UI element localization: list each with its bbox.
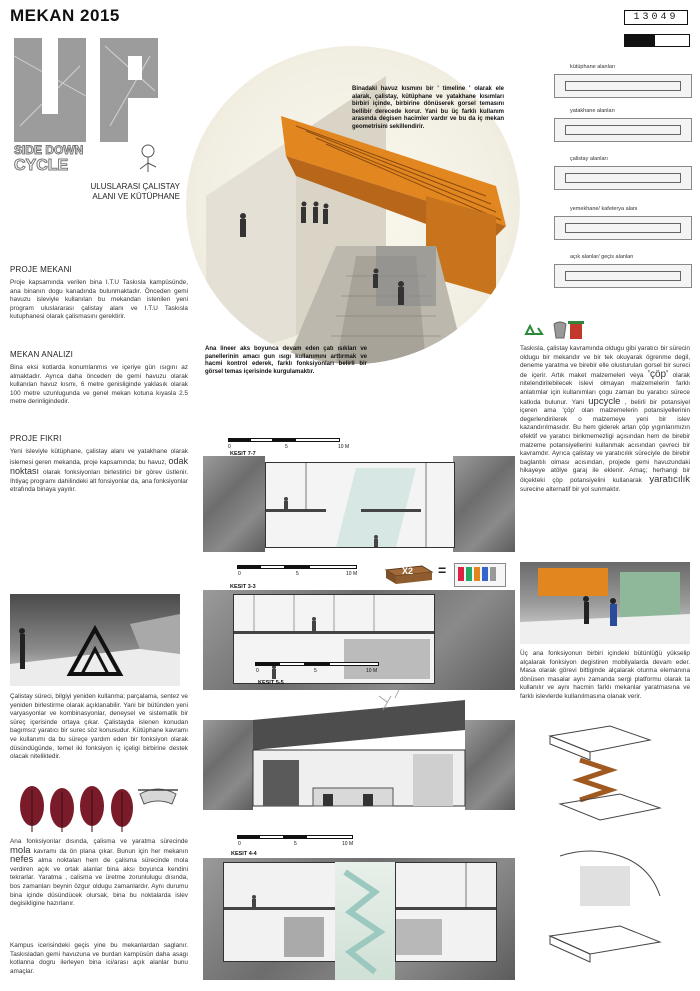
heading-mekan-analizi: MEKAN ANALIZI (10, 350, 74, 359)
text-proje-mekani: Proje kapsamında verilen bina I.T.U Taskısla kampüsünde, ana binanın dogu kanadında bulunmaktadır. Önceden gemi havuzu isleviyle kullanılan bu mekandan istenilen yeni program uluslararası çalistay alanı ve I.T.U Taskısla kutuphanesi olarak çalismasını gerektirir. (10, 279, 188, 321)
upcycle-d: surecine alternatif bir yol sunmaktır. (520, 485, 621, 493)
legend-calistay-plan (554, 166, 692, 190)
plants-illustration (10, 782, 180, 834)
legend-acik-plan (554, 264, 692, 288)
workshop-graphic (10, 594, 180, 686)
scale-5-5-ten: 10 M (366, 668, 378, 674)
upcycle-c: , belirli bir potansiyel içeren ama 'çöp' olan malzemelerin potansiyellerinin degerlendirilerek o malzemeye yeni bir islev kazandırılmasıdır. Bu hem giderek artan çöp yıgınlarımızın efektif ve yaratıcı birikmemezligi açısından hem de birebir malzeme potansiyellerini kullanmak acısından çevreci bir kavramdır. Ayrıca çalistay ve yaratıcılık süreciyle de birebir baglantılı olması acısından, projede gemi havuzundaki hikayeye atölye garaj ile eklenir. Amaç; herhangi bir ölçekteki çöp potansiyelini kullanarak (520, 398, 690, 484)
scale-3-3-zero: 0 (238, 571, 241, 577)
section-7-7-ground-left (203, 456, 265, 552)
legend-yatakhane-label: yatakhane alanları (570, 108, 615, 114)
scale-7-7-ten: 10 M (338, 444, 350, 450)
logo (10, 36, 160, 176)
scale-4-4-ten: 10 M (342, 841, 354, 847)
section-4-4-left-room (223, 862, 337, 962)
subtitle-line2: ALANI VE KÜTÜPHANE (92, 192, 180, 201)
section-7-7-ground-right (453, 456, 515, 552)
shelf-icon (454, 563, 506, 587)
keyword-nefes: nefes (10, 854, 34, 866)
furniture-sketches (520, 716, 690, 986)
legend-kutuphane-plan (554, 74, 692, 98)
section-3-3-graphic (234, 595, 434, 683)
project-code: 13049 (624, 10, 688, 25)
scale-bar-7-7 (228, 438, 340, 442)
section-4-4-void (335, 862, 395, 980)
scale-7-7-zero: 0 (228, 444, 231, 450)
text-proje-fikri (10, 448, 188, 495)
legend-yemekhane-label: yemekhane/ kafeterya alanı (570, 206, 638, 212)
section-7-7-graphic (266, 463, 454, 547)
scale-5-5-zero: 0 (256, 668, 259, 674)
section-4-4 (203, 858, 515, 980)
section-4-4-left-graphic (224, 863, 336, 961)
intro-paragraph: Binadaki havuz kısmını bir ' timeline ' olarak ele alarak, çalistay, kütüphane ve yatakhane kısımları birbiri içinde, birbirine dönüserek gorsel temasını bellibir derecede korur. Yani bu üç farklı kullanım arasında degisen hacimler vardır ve bu da iç mekan geometrisini sekillendirir. (352, 86, 504, 130)
furniture-sketches-graphic (520, 716, 690, 986)
keyword-yaraticilik: yaratıcılık (649, 473, 690, 485)
legend-yatakhane-plan (554, 118, 692, 142)
scale-7-7-five: 5 (285, 444, 288, 450)
recycle-icons-graphic (520, 318, 584, 340)
library-render-graphic (520, 562, 690, 644)
section-4-4-void-graphic (335, 862, 395, 980)
section-5-5-graphic (203, 690, 515, 810)
mola-a: Ana fonksiyonlar dısında, çalisma ve yaratma sürecinde (10, 838, 188, 845)
label-kesit-7-7: KESIT 7-7 (230, 451, 256, 457)
text-mobilya: Üç ana fonksiyonun birbiri içindeki bütünlüğü yükselip alçalarak fonksiyon degistiren mobilyalarda devam eder. Masa olarak görevi bittiginde alçalarak oturma elemanına dönüsen masalar aynı zamanda sergi platformu olarak ta kullanılır ve aynı hacmin farklı mekanlar yaratmasına ve farklı islevlerde kullanılmasına olanak verir. (520, 650, 690, 700)
section-4-4-right-room (395, 862, 497, 962)
keyword-odak: odak noktası (10, 455, 189, 477)
plants-graphic (10, 782, 180, 834)
heading-proje-fikri: PROJE FIKRI (10, 434, 62, 443)
heading-proje-mekani: PROJE MEKANI (10, 265, 72, 274)
section-4-4-right-graphic (396, 863, 496, 961)
subtitle (80, 182, 180, 202)
label-kesit-5-5: KESIT 5-5 (258, 680, 284, 686)
scale-bar-4-4 (237, 835, 353, 839)
scale-bar-5-5 (255, 662, 379, 666)
text-calistay: Çalistay süreci, bilgiyi yeniden kullanma; parçalama, sentez ve yeniden birlestirme olarak açıklanabilir. Yani bir bütünden yeni varyasyonlar ve kombinasyonlar, deneysel ve sistematik bir süreç içerisinde ortaya çıkar. Çalistayda islenen konudan bagımsız yaratıcı bir surec söz konusudur. Kütüphane kavramı ve kullanımı da bu süreçe yardım eden bir fonksiyon olarak düsündügünde, temel iki fonksiyon iç içeligi birbirine destek olacak niteliktedir. (10, 693, 188, 761)
keyword-mola: mola (10, 844, 31, 856)
legend-kutuphane-label: kütüphane alanları (570, 64, 616, 70)
linear-axis-paragraph: Ana lineer aks boyunca devam eden çatı ısıkları ve panellerinin amacı gun ısıgı kullanımını arttırmak ve hacmi kontrol ederek, farklı fonksiyonları belirli bir görsel temas içerisinde kurgulamaktır. (205, 346, 367, 375)
section-5-5 (203, 690, 515, 810)
text-mola (10, 838, 188, 909)
logo-line2: CYCLE (14, 157, 69, 174)
section-7-7 (203, 456, 515, 552)
scale-bar-top (624, 34, 690, 47)
scale-3-3-ten: 10 M (346, 571, 358, 577)
text-kampus: Kampus icerisindeki geçis yine bu mekanlardan saglanır. Taskısladan gemi havuzuna ve burdan kampüsün daha asagı kotlanna dogru ilerleyen bina ici/arası açık alanlar bunu amaçlar. (10, 942, 188, 975)
label-kesit-4-4: KESIT 4-4 (231, 851, 257, 857)
upcycle-a: Taskısla, çalistay kavramında oldugu gibi yaratıcı bir sürecin oldugu bir mekandır ve bir tek okuyarak ögrenme degil, deneme yaratma ve birebir elle olusturulan gorsel bir sureci de içerir. Artık maket malzemeleri veya (520, 345, 690, 379)
page-title: MEKAN 2015 (10, 6, 120, 25)
recycle-icon (526, 326, 542, 334)
upcycle-b: olarak nitelendirilebilecek islevi olmayan malzemelerin farklı anlatımlar için kullanımları çogu zaman bu yaratıcı sürece katkıda bulunur. Yani (520, 371, 690, 406)
equals-sign: = (438, 562, 447, 578)
section-3-3-interior (233, 594, 435, 684)
scale-5-5-five: 5 (314, 668, 317, 674)
legend-yemekhane-plan (554, 216, 692, 240)
function-legend (540, 64, 692, 274)
subtitle-line1: ULUSLARASI ÇALISTAY (90, 182, 180, 191)
logo-graphic (10, 36, 160, 176)
mola-b: kavramı da ön plana çıkar. Bunun için her mekanın (33, 847, 189, 855)
logo-line1: SIDE DOWN (14, 143, 84, 157)
scale-3-3-five: 5 (296, 571, 299, 577)
legend-calistay-label: çalistay alanları (570, 156, 608, 162)
scale-4-4-five: 5 (294, 841, 297, 847)
trash-bin-icon (568, 321, 584, 339)
pallet-count: X2 (402, 566, 414, 576)
recycle-icons (520, 318, 584, 340)
text-upcycle (520, 345, 690, 494)
section-7-7-interior (265, 462, 455, 548)
keyword-upcycle: upcycle (588, 395, 621, 407)
scale-4-4-zero: 0 (238, 841, 241, 847)
workshop-render (10, 594, 180, 686)
label-kesit-3-3: KESIT 3-3 (230, 584, 256, 590)
mola-c: alma noktaları hem de çalisma sürecinde mola verdiren açık ve ortak alanlar bina aksı boyunca kendini tekrarlar. Yaratma , calisma ve üretme zorunlulugu dısında, bos zamanları beynin özgur oldugu zamanlardır. Aynı durumu bina içinde düsündücek olursak, bina bu noktalarda islev degisikligine hazırlanır. (10, 857, 189, 908)
text-mekan-analizi: Bina eksi kotlarda konumlanmıs ve içeriye gün ısıgını az almaktadır. Ayrıca daha önceden de gemi havuzu olarak kullanılan havuz kısmı, 6 metre genisliginde yaklasık olarak 100 metre uzunlugunda ve genel mekan kotuna kıyasla 2.5 metre derinligindedir. (10, 364, 188, 406)
proje-fikri-a: Yeni isleviyle kütüphane, çalistay alanı ve yatakhane olarak islemesi geren mekanda, proje kapsamında; bu havuz, (10, 448, 188, 466)
library-render (520, 562, 690, 644)
legend-acik-label: açık alanlar/ geçis alanları (570, 254, 634, 260)
scale-bar-3-3 (237, 565, 357, 569)
proje-fikri-b: olarak fonksiyonları birlestirici bir görev üstlenir. Ihtiyaç programı dahilindeki alt fonsiyonlar da, ana fonksiyonlar etrafında binaya yayılır. (10, 469, 188, 494)
section-3-3 (203, 590, 515, 690)
keyword-cop: 'çöp' (648, 368, 668, 380)
